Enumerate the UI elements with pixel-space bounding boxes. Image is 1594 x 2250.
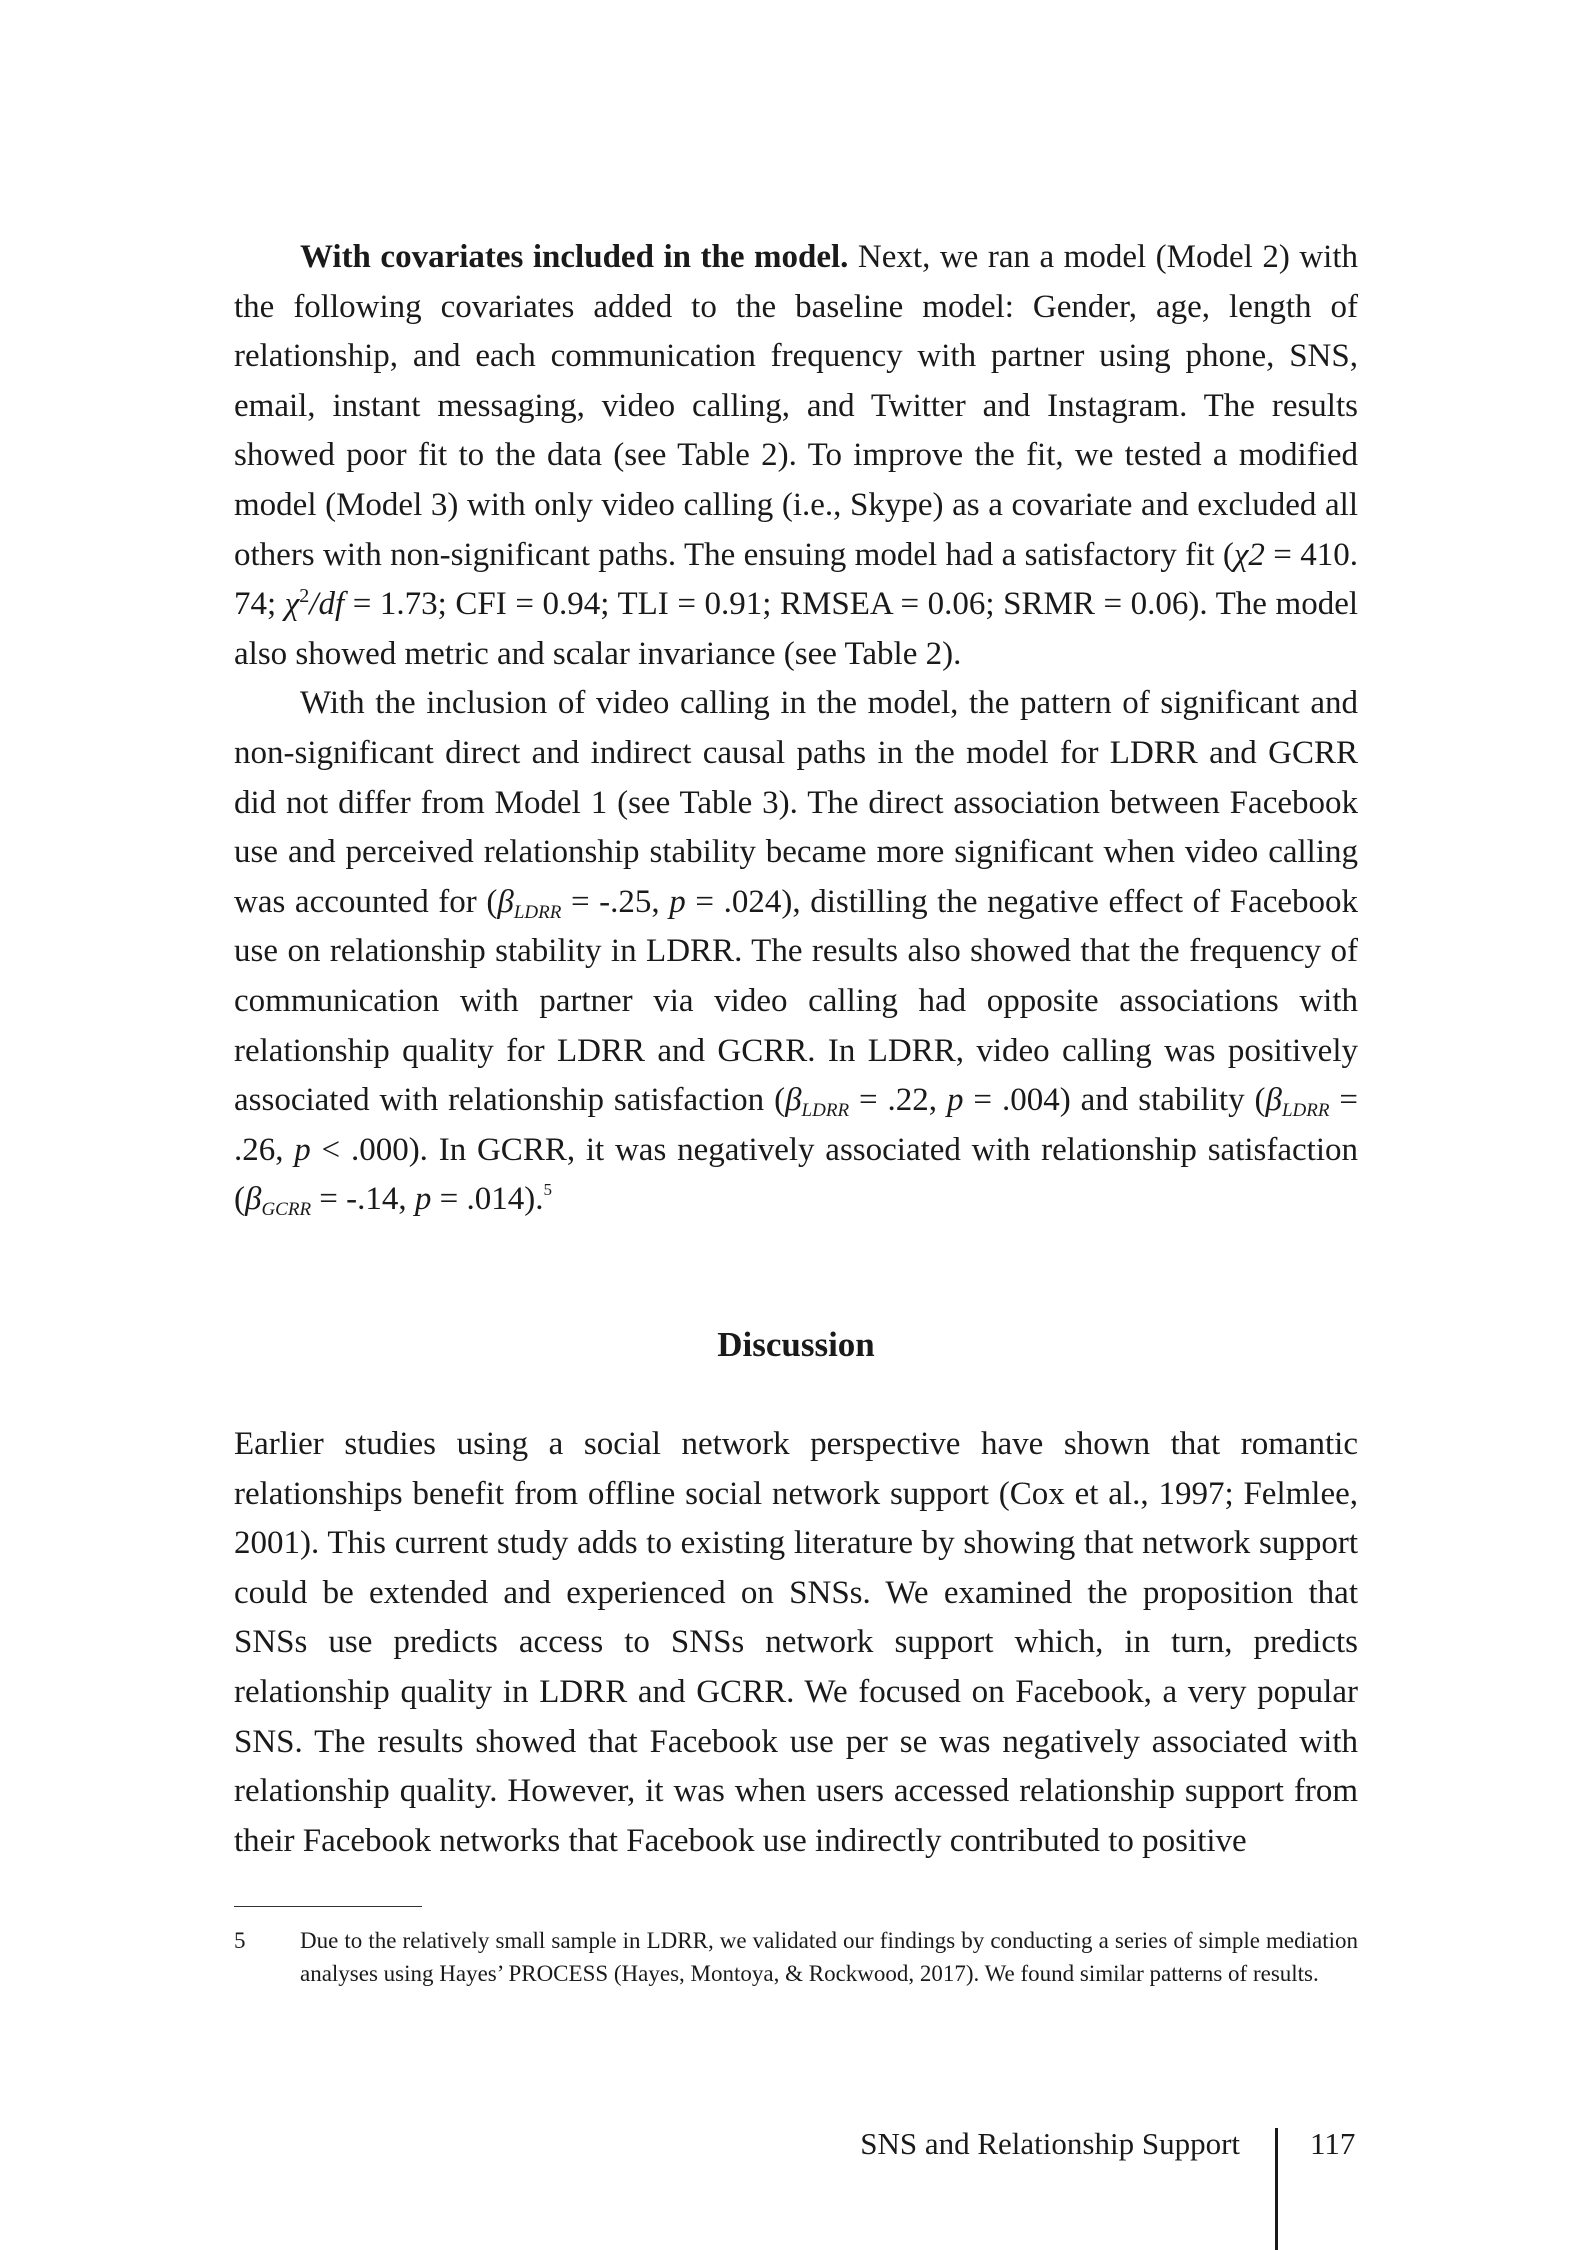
text-run: = .26, [234, 1082, 1358, 1168]
math-symbol: p [669, 883, 686, 920]
footnote-text: Due to the relatively small sample in LDRR, we validated our findings by conducting a series of simple mediation analyses using Hayes’ PROCESS (Hayes, Montoya, & Rockwood, 2017). We found similar patterns of results. [300, 1928, 1358, 1986]
text-run: = 1.73; CFI = 0.94; TLI = 0.91; RMSEA = 0.06; SRMR = 0.06). The model also showed metric and scalar invariance (see Table 2). [234, 586, 1359, 672]
paragraph-covariates [234, 233, 1358, 679]
text-run: = .024), distilling the negative effect of Facebook use on relationship stability in LDRR. The results also showed that the frequency of communication with partner via video calling had opposite associations with relationship quality for LDRR and GCRR. In LDRR, video calling was positively associated with relationship satisfaction ( [234, 883, 1359, 1119]
math-symbol: p [414, 1181, 432, 1218]
text-run: Next, we ran a model (Model 2) with the following covariates added to the baseline model: Gender, age, length of relationship, and each communication frequency with partner using phone, SNS, email, instant messaging, video calling, and Twitter and Instagram. The results showed poor fit to the data (see Table 2). To improve the fit, we tested a modified model (Model 3) with only video calling (i.e., Skype) as a covariate and excluded all others with non-significant paths. The ensuing model had a satisfactory fit ( [234, 239, 1358, 573]
beta-symbol: β [1265, 1082, 1282, 1119]
running-title: SNS and Relationship Support [860, 2126, 1240, 2161]
footer-divider [1275, 2128, 1278, 2250]
text-run: = .22, [849, 1082, 947, 1119]
paragraph-discussion: Earlier studies using a social network perspective have shown that romantic relationships benefit from offline social network support (Cox et al., 1997; Felmlee, 2001). This current study adds to existing literature by showing that network support could be extended and experienced on SNSs. We examined the proposition that SNSs use predicts access to SNSs network support which, in turn, predicts relationship quality in LDRR and GCRR. We focused on Facebook, a very popular SNS. The results showed that Facebook use per se was negatively associated with relationship quality. However, it was when users accessed relationship support from their Facebook networks that Facebook use indirectly contributed to positive [234, 1426, 1358, 1859]
math-symbol: χ2 [1233, 536, 1265, 573]
footnote-divider [234, 1906, 422, 1907]
beta-symbol: β [785, 1082, 802, 1119]
superscript: 2 [299, 585, 310, 608]
text-run: = .004) and stability ( [963, 1082, 1266, 1119]
body-text-block-2 [234, 1420, 1358, 1866]
text-run: = -.25, [561, 883, 670, 920]
beta-symbol: β [245, 1181, 262, 1218]
math-symbol: p [946, 1082, 964, 1119]
footnote [234, 1924, 1358, 1990]
math-symbol: /df [309, 586, 345, 623]
text-run: = .014). [431, 1181, 544, 1218]
subscript: LDRR [801, 1100, 850, 1122]
page-number: 117 [1310, 2126, 1356, 2161]
section-heading: Discussion [717, 1325, 875, 1364]
subscript: GCRR [261, 1199, 312, 1221]
footnote-number: 5 [234, 1928, 246, 1953]
text-run: = -.14, [311, 1181, 415, 1218]
body-text-block-1 [234, 233, 1358, 1225]
paragraph-video-calling [234, 679, 1358, 1225]
beta-symbol: β [497, 883, 514, 920]
footnote-marker[interactable]: 5 [543, 1180, 553, 1200]
math-symbol: χ [284, 586, 300, 623]
run-in-heading: With covariates included in the model. [300, 239, 849, 275]
text-run: = 410. 74; [234, 536, 1358, 623]
text-run: < .000). In GCRR, it was negatively associated with relationship satisfaction ( [234, 1131, 1358, 1218]
math-symbol: p [294, 1131, 311, 1168]
subscript: LDRR [513, 901, 562, 923]
subscript: LDRR [1281, 1100, 1330, 1122]
text-run: With the inclusion of video calling in the model, the pattern of significant and non-significant direct and indirect causal paths in the model for LDRR and GCRR did not differ from Model 1 (see Table 3). The direct association between Facebook use and perceived relationship stability became more significant when video calling was accounted for ( [234, 685, 1358, 920]
